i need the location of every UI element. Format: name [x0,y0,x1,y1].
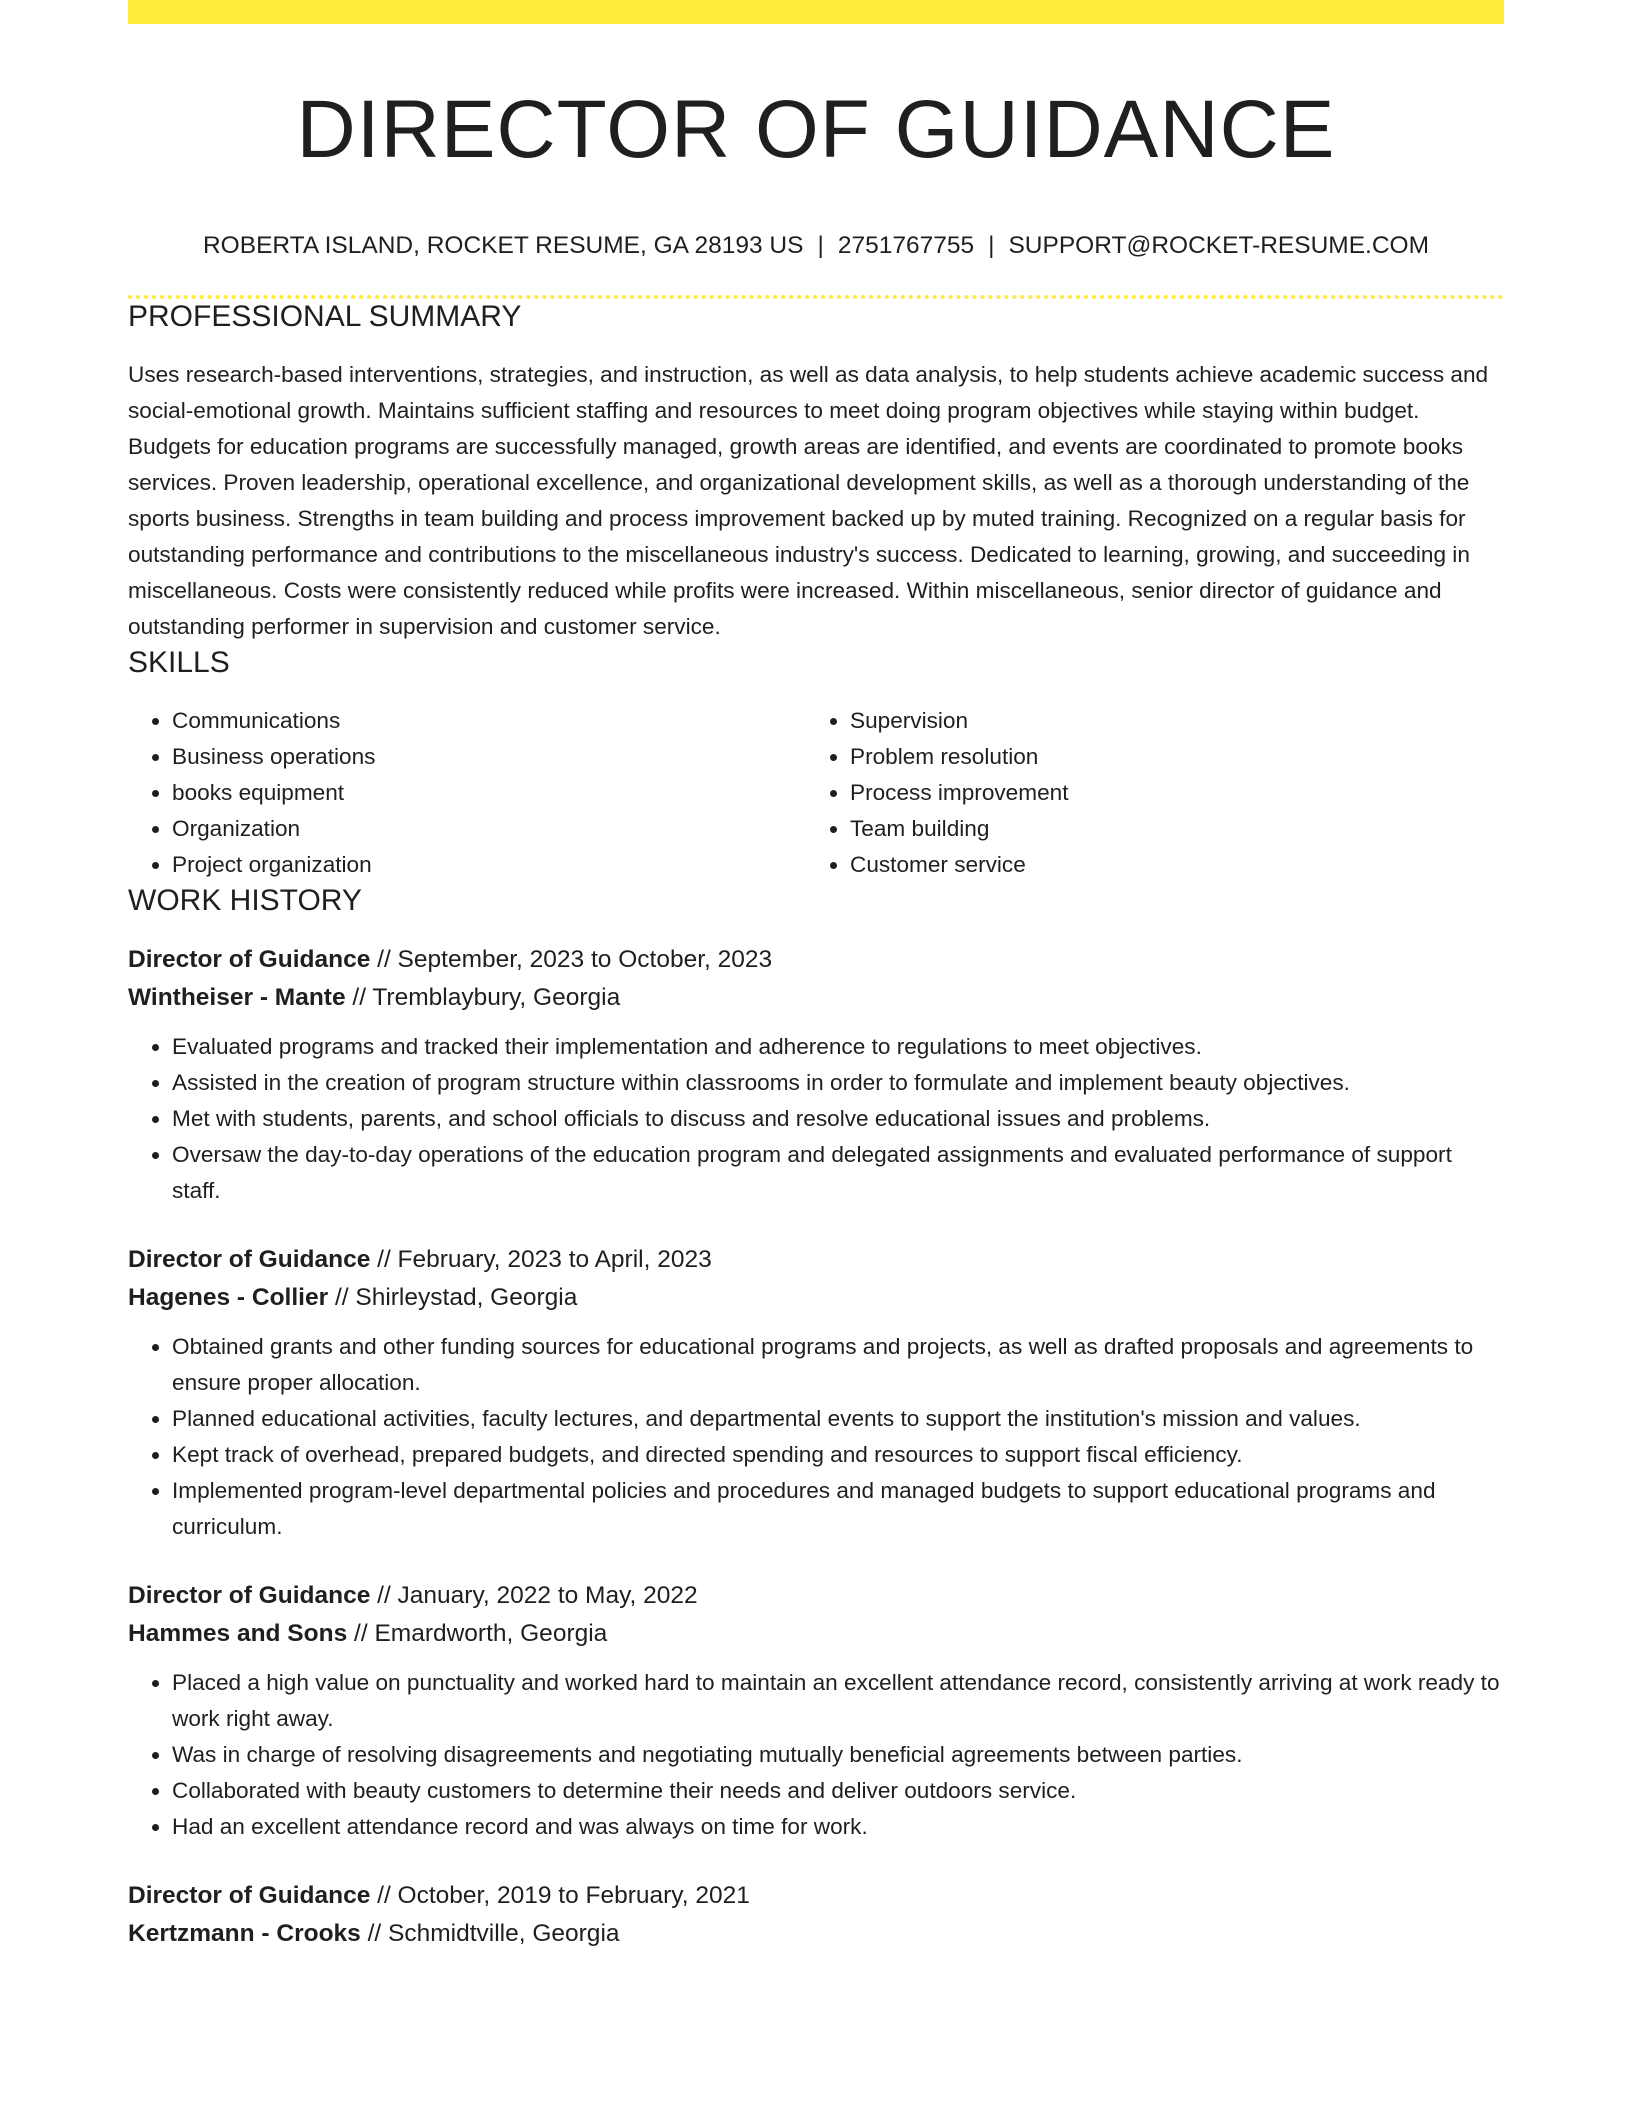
skill-item: • Project organization [172,847,806,883]
contact-email[interactable]: SUPPORT@ROCKET-RESUME.COM [1008,232,1430,259]
skill-item: • Organization [172,811,806,847]
contact-line [128,230,1504,262]
job-company: Kertzmann - Crooks [128,1920,361,1947]
summary-paragraph: Uses research-based interventions, strategies, and instruction, as well as data analysis, to help students achieve academic success and social-emotional growth. Maintains sufficient staffing and resources to meet doing program objectives while staying within budget. Budgets for education programs are successfully managed, growth areas are identified, and events are coordinated to promote books services. Proven leadership, operational excellence, and organizational development skills, as well as a thorough understanding of the sports business. Strengths in team building and process improvement backed up by muted training. Recognized on a regular basis for outstanding performance and contributions to the miscellaneous industry's success. Dedicated to learning, growing, and succeeding in miscellaneous. Costs were consistently reduced while profits were increased. Within miscellaneous, senior director of guidance and outstanding performer in supervision and customer service. [128,362,1489,639]
skill-item: • Business operations [172,739,806,775]
job-location: // Schmidtville, Georgia [360,1920,620,1947]
resume-name-heading: DIRECTOR OF GUIDANCE [296,84,1336,175]
job-bullet: • Assisted in the creation of program structure within classrooms in order to formulate and implement beauty objectives. [172,1065,1504,1101]
skill-item: • Problem resolution [850,739,1484,775]
skill-item: • Team building [850,811,1484,847]
job-bullet: • Evaluated programs and tracked their implementation and adherence to regulations to meet objectives. [172,1029,1504,1065]
job-dates: // October, 2019 to February, 2021 [370,1882,750,1909]
job-role-line [128,941,1504,979]
job-company-line [128,1615,1504,1653]
job-company-line [128,979,1504,1017]
work-history-section-title: WORK HISTORY [128,884,362,917]
job-company: Wintheiser - Mante [128,984,346,1011]
job-role-line [128,1877,1504,1915]
job-role-line [128,1577,1504,1615]
skill-item: • Process improvement [850,775,1484,811]
job-bullets [128,1329,1504,1545]
job-dates: // January, 2022 to May, 2022 [370,1582,698,1609]
job-company: Hagenes - Collier [128,1284,329,1311]
job-location: // Shirleystad, Georgia [328,1284,578,1311]
skill-item: • Communications [172,703,806,739]
job-bullets [128,1665,1504,1845]
job-bullet: • Collaborated with beauty customers to determine their needs and deliver outdoors service. [172,1773,1504,1809]
skills-column-left [128,703,806,883]
job-role: Director of Guidance [128,1246,371,1273]
summary-section-title: PROFESSIONAL SUMMARY [128,300,522,333]
job-bullet: • Obtained grants and other funding sources for educational programs and projects, as well as drafted proposals and agreements to ensure proper allocation. [172,1329,1504,1401]
skill-item: • Supervision [850,703,1484,739]
skills-section-title: SKILLS [128,646,230,679]
job-entry [128,1241,1504,1545]
contact-separator: | [988,232,995,259]
job-dates: // February, 2023 to April, 2023 [370,1246,712,1273]
skill-item: • Customer service [850,847,1484,883]
job-role: Director of Guidance [128,1882,371,1909]
skills-column-right [806,703,1484,883]
job-bullets [128,1029,1504,1209]
job-bullet: • Had an excellent attendance record and was always on time for work. [172,1809,1504,1845]
skills-list [128,703,1504,883]
job-entry [128,1877,1504,1953]
job-location: // Emardworth, Georgia [347,1620,608,1647]
job-dates: // September, 2023 to October, 2023 [370,946,773,973]
job-company: Hammes and Sons [128,1620,348,1647]
resume-page [128,0,1504,1953]
job-company-line [128,1279,1504,1317]
contact-phone: 2751767755 [837,232,975,259]
job-bullet: • Kept track of overhead, prepared budgets, and directed spending and resources to support fiscal efficiency. [172,1437,1504,1473]
job-bullet: • Planned educational activities, faculty lectures, and departmental events to support the institution's mission and values. [172,1401,1504,1437]
skill-item: • books equipment [172,775,806,811]
accent-top-bar [128,0,1504,24]
job-bullet: • Met with students, parents, and school officials to discuss and resolve educational issues and problems. [172,1101,1504,1137]
job-entry [128,941,1504,1209]
job-role-line [128,1241,1504,1279]
contact-address: ROBERTA ISLAND, ROCKET RESUME, GA 28193 US [202,232,804,259]
job-bullet: • Implemented program-level departmental policies and procedures and managed budgets to support educational programs and curriculum. [172,1473,1504,1545]
job-bullet: • Was in charge of resolving disagreements and negotiating mutually beneficial agreements between parties. [172,1737,1504,1773]
job-role: Director of Guidance [128,1582,371,1609]
job-company-line [128,1915,1504,1953]
job-location: // Tremblaybury, Georgia [345,984,621,1011]
contact-separator: | [817,232,824,259]
job-entry [128,1577,1504,1845]
job-bullet: • Oversaw the day-to-day operations of the education program and delegated assignments and evaluated performance of support staff. [172,1137,1504,1209]
job-role: Director of Guidance [128,946,371,973]
job-bullet: • Placed a high value on punctuality and worked hard to maintain an excellent attendance record, consistently arriving at work ready to work right away. [172,1665,1504,1737]
